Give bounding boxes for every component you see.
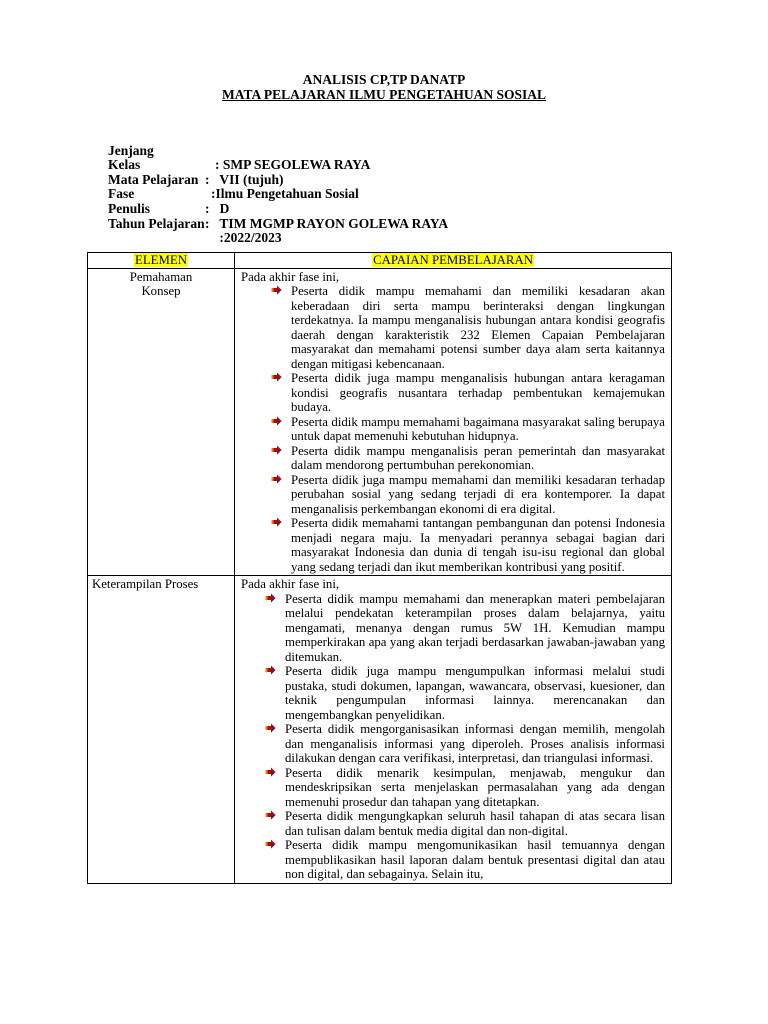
- meta-value: : VII (tujuh): [205, 171, 284, 187]
- list-item: Peserta didik mengungkapkan seluruh hasil tahapan di atas secara lisan dan tulisan dalam bentuk media digital dan non-digital.: [241, 809, 665, 838]
- list-item: Peserta didik mampu memahami dan menerapkan materi pembelajaran melalui pendekatan keterampilan proses dalam belajarnya, yaitu mengamati, menanya dengan rumus 5W 1H. Kemudian mampu memperkirakan apa yang akan terjadi berdasarkan jawaban-jawaban yang ditemukan.: [241, 592, 665, 665]
- meta-key: Mata Pelajaran: [108, 171, 199, 187]
- capaian-table: [87, 252, 672, 884]
- arrow-bullet-icon: [265, 723, 276, 734]
- list-item: Peserta didik mampu memahami bagaimana masyarakat saling berupaya untuk dapat memenuhi kebutuhan hidupnya.: [241, 415, 665, 444]
- capaian-list: [241, 592, 665, 882]
- list-item: Peserta didik menarik kesimpulan, menjawab, mengukur dan mendeskripsikan serta menjelaskan permasalahan yang ada dengan memenuhi prosedur dan tahapan yang ditetapkan.: [241, 766, 665, 810]
- arrow-bullet-icon: [265, 810, 276, 821]
- table-header-row: [88, 253, 672, 269]
- document-subtitle: MATA PELAJARAN ILMU PENGETAHUAN SOSIAL: [221, 87, 547, 102]
- cell-intro: Pada akhir fase ini,: [241, 269, 340, 284]
- arrow-bullet-icon: [271, 416, 282, 427]
- list-item: Peserta didik juga mampu memahami dan memiliki kesadaran terhadap perubahan sosial yang sedang terjadi di era kontemporer. Ia dapat menganalisis perkembangan ekonomi di era digital.: [241, 473, 665, 517]
- list-item: Peserta didik juga mampu mengumpulkan informasi melalui studi pustaka, studi dokumen, lapangan, wawancara, observasi, kuesioner, dan teknik pengumpulan informasi lainnya. merencanakan dan mengembangkan penyelidikan.: [241, 664, 665, 722]
- header-capaian: CAPAIAN PEMBELAJARAN: [235, 253, 672, 269]
- meta-key: Penulis: [108, 200, 151, 216]
- document-metadata: [108, 129, 449, 246]
- arrow-bullet-icon: [271, 445, 282, 456]
- meta-value: : TIM MGMP RAYON GOLEWA RAYA: [205, 215, 449, 231]
- arrow-bullet-icon: [265, 665, 276, 676]
- capaian-list: [241, 284, 665, 574]
- meta-key: Tahun Pelajaran: [108, 215, 205, 231]
- arrow-bullet-icon: [271, 372, 282, 383]
- list-item: Peserta didik mengorganisasikan informasi dengan memilih, mengolah dan menganalisis informasi yang diperoleh. Proses analisis informasi dilakukan dengan cara verifikasi, interpretasi, dan triangulasi informasi.: [241, 722, 665, 766]
- list-item: Peserta didik mampu menganalisis peran pemerintah dan masyarakat dalam mendorong pertumbuhan perekonomian.: [241, 444, 665, 473]
- list-item: Peserta didik mampu memahami dan memiliki kesadaran akan keberadaan diri serta mampu berinteraksi dengan lingkungan terdekatnya. Ia mampu menganalisis hubungan antara kondisi geografis daerah dengan karakteristik 232 Elemen Capaian Pembelajaran masyarakat dan memahami potensi sumber daya alam serta kaitannya dengan mitigasi kebencanaan.: [241, 284, 665, 371]
- capaian-cell: [235, 576, 672, 884]
- meta-value: :2022/2023: [216, 230, 282, 246]
- meta-value: : SMP SEGOLEWA RAYA: [215, 157, 371, 173]
- cell-intro: Pada akhir fase ini,: [241, 577, 340, 591]
- arrow-bullet-icon: [265, 839, 276, 850]
- table-row: [88, 576, 672, 884]
- meta-key: Kelas: [108, 157, 141, 173]
- document-title: ANALISIS CP,TP DANATP: [302, 72, 466, 87]
- capaian-cell: [235, 268, 672, 576]
- list-item: Peserta didik juga mampu menganalisis hubungan antara keragaman kondisi geografis nusantara terhadap pembentukan kemajemukan budaya.: [241, 371, 665, 415]
- list-item: Peserta didik memahami tantangan pembangunan dan potensi Indonesia menjadi negara maju. Ia menyadari perannya sebagai bagian dari masyarakat Indonesia dan dunia di tengah isu-isu regional dan global yang sedang terjadi dan ikut memberikan kontribusi yang positif.: [241, 516, 665, 574]
- meta-key: Jenjang: [108, 142, 154, 158]
- table-row: [88, 268, 672, 576]
- list-item: Peserta didik mampu mengomunikasikan hasil temuannya dengan mempublikasikan hasil laporan dalam bentuk presentasi digital dan atau non digital, dan sebagainya. Selain itu,: [241, 838, 665, 882]
- meta-value: :Ilmu Pengetahuan Sosial: [211, 186, 359, 202]
- header-elemen: ELEMEN: [88, 253, 235, 269]
- arrow-bullet-icon: [271, 474, 282, 485]
- arrow-bullet-icon: [271, 517, 282, 528]
- element-name: Keterampilan Proses: [88, 576, 235, 884]
- arrow-bullet-icon: [265, 767, 276, 778]
- meta-value: : D: [205, 200, 230, 216]
- element-name: Pemahaman Konsep: [88, 268, 235, 576]
- arrow-bullet-icon: [265, 593, 276, 604]
- arrow-bullet-icon: [271, 285, 282, 296]
- meta-key: Fase: [108, 186, 135, 202]
